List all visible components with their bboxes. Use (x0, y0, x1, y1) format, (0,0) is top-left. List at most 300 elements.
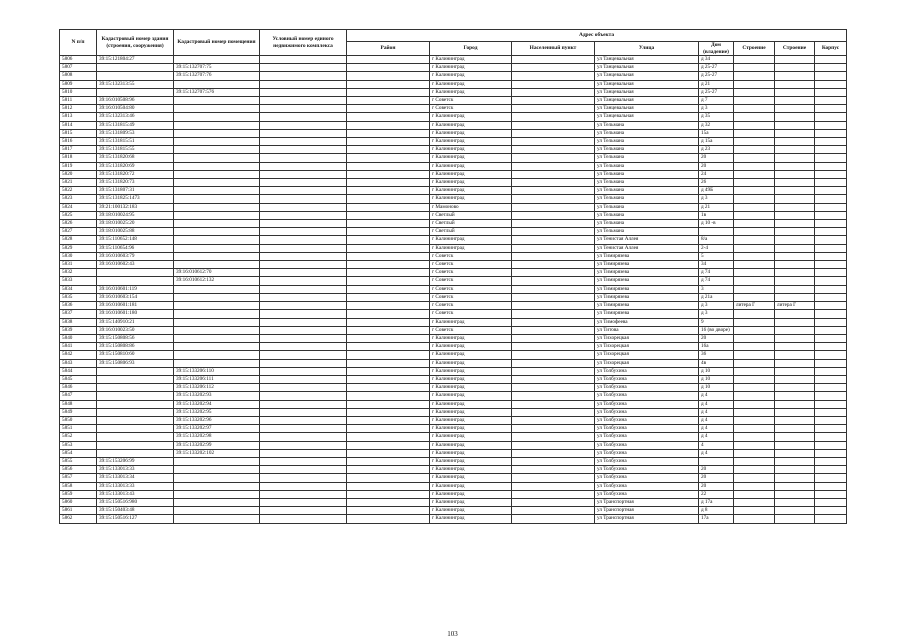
cell-dom: д 25-27 (699, 64, 734, 72)
cell-uniq (260, 490, 347, 498)
cell-ulica: ул Толбухина (595, 367, 699, 375)
cell-ulica: ул Толбухина (595, 441, 699, 449)
cell-sooruzhenie (775, 162, 815, 170)
cell-stroenie (734, 138, 775, 146)
cell-dom: д 10 (699, 384, 734, 392)
cell-stroenie (734, 121, 775, 129)
cell-np (512, 490, 595, 498)
cell-rayon (347, 457, 430, 465)
cell-num: 5836 (60, 302, 97, 310)
cell-np (512, 261, 595, 269)
cell-dom: д 4 (699, 433, 734, 441)
cell-rayon (347, 220, 430, 228)
cell-np (512, 285, 595, 293)
cell-dom: д 21 (699, 80, 734, 88)
cell-kad-building: 39:15:150808:86 (97, 343, 174, 351)
cell-korpus (815, 211, 847, 219)
cell-uniq (260, 203, 347, 211)
cell-korpus (815, 80, 847, 88)
cell-num: 5808 (60, 72, 97, 80)
cell-rayon (347, 416, 430, 424)
cell-uniq (260, 179, 347, 187)
cell-kad-room (174, 457, 260, 465)
cell-sooruzhenie (775, 384, 815, 392)
cell-korpus (815, 293, 847, 301)
cell-korpus (815, 97, 847, 105)
cell-np (512, 384, 595, 392)
cell-kad-building (97, 433, 174, 441)
page-number: 103 (447, 630, 458, 638)
cell-kad-room (174, 187, 260, 195)
cell-stroenie (734, 441, 775, 449)
cell-ulica: ул Тенистая Аллея (595, 244, 699, 252)
cell-rayon (347, 146, 430, 154)
cell-ulica: ул Толбухина (595, 425, 699, 433)
cell-sooruzhenie (775, 170, 815, 178)
cell-rayon (347, 129, 430, 137)
cell-rayon (347, 179, 430, 187)
cell-stroenie (734, 105, 775, 113)
cell-stroenie (734, 293, 775, 301)
cell-korpus (815, 474, 847, 482)
cell-kad-building (97, 408, 174, 416)
table-row (60, 64, 847, 72)
cell-ulica: ул Тенистая Аллея (595, 236, 699, 244)
cell-kad-room (174, 203, 260, 211)
cell-gorod: г Калининград (430, 400, 512, 408)
cell-rayon (347, 88, 430, 96)
cell-num: 5842 (60, 351, 97, 359)
cell-uniq (260, 507, 347, 515)
cell-gorod: г Советск (430, 97, 512, 105)
cell-gorod: г Калининград (430, 187, 512, 195)
cell-korpus (815, 302, 847, 310)
table-row (60, 236, 847, 244)
table-row (60, 425, 847, 433)
cell-korpus (815, 146, 847, 154)
table-row (60, 261, 847, 269)
cell-uniq (260, 392, 347, 400)
cell-uniq (260, 384, 347, 392)
cell-stroenie (734, 400, 775, 408)
cell-num: 5816 (60, 138, 97, 146)
table-row (60, 302, 847, 310)
cell-rayon (347, 236, 430, 244)
cell-uniq (260, 408, 347, 416)
cell-kad-room (174, 113, 260, 121)
cell-korpus (815, 367, 847, 375)
cell-num: 5832 (60, 269, 97, 277)
cell-dom: д 8 (699, 507, 734, 515)
cell-korpus (815, 195, 847, 203)
cell-stroenie (734, 285, 775, 293)
table-row (60, 318, 847, 326)
cell-ulica: ул Танцевальная (595, 72, 699, 80)
cell-np (512, 211, 595, 219)
cell-ulica: ул Тимирязева (595, 261, 699, 269)
cell-kad-room: 39:15:132707:75 (174, 64, 260, 72)
cell-korpus (815, 179, 847, 187)
cell-kad-room (174, 318, 260, 326)
cell-gorod: г Калининград (430, 318, 512, 326)
cell-ulica: ул Тельмана (595, 203, 699, 211)
cell-ulica: ул Тельмана (595, 187, 699, 195)
cell-kad-building: 39:15:131825:1473 (97, 195, 174, 203)
cell-kad-room: 39:15:133202:96 (174, 416, 260, 424)
cell-num: 5852 (60, 433, 97, 441)
cell-gorod: г Калининград (430, 179, 512, 187)
cell-rayon (347, 293, 430, 301)
cell-dom: д 49Б (699, 187, 734, 195)
table-row (60, 80, 847, 88)
cell-korpus (815, 244, 847, 252)
cell-kad-room (174, 252, 260, 260)
cell-uniq (260, 80, 347, 88)
cell-gorod: г Калининград (430, 146, 512, 154)
cell-kad-building: 39:16:010601:119 (97, 285, 174, 293)
cell-uniq (260, 334, 347, 342)
cell-stroenie (734, 244, 775, 252)
cell-kad-room (174, 162, 260, 170)
cell-uniq (260, 474, 347, 482)
cell-rayon (347, 285, 430, 293)
cell-gorod: г Советск (430, 252, 512, 260)
cell-kad-building: 39:15:150806:93 (97, 359, 174, 367)
cell-dom: 1в (699, 211, 734, 219)
cell-korpus (815, 72, 847, 80)
table-row (60, 334, 847, 342)
cell-uniq (260, 211, 347, 219)
cell-korpus (815, 261, 847, 269)
cell-gorod: г Советск (430, 293, 512, 301)
cell-dom: д 34 (699, 56, 734, 64)
table-row (60, 351, 847, 359)
cell-korpus (815, 129, 847, 137)
cell-stroenie (734, 228, 775, 236)
cell-num: 5837 (60, 310, 97, 318)
cell-uniq (260, 326, 347, 334)
cell-dom: 2-4 (699, 244, 734, 252)
cell-sooruzhenie (775, 228, 815, 236)
cell-uniq (260, 466, 347, 474)
cell-rayon (347, 474, 430, 482)
cell-kad-building (97, 425, 174, 433)
cell-sooruzhenie (775, 121, 815, 129)
cell-gorod: г Мамоново (430, 203, 512, 211)
cell-ulica: ул Тихорецкая (595, 359, 699, 367)
cell-rayon (347, 277, 430, 285)
table-row (60, 293, 847, 301)
cell-kad-building (97, 277, 174, 285)
cell-rayon (347, 113, 430, 121)
table-row (60, 72, 847, 80)
cell-dom: д 21а (699, 293, 734, 301)
cell-kad-building: 39:15:131820:73 (97, 179, 174, 187)
cell-ulica: ул Тельмана (595, 138, 699, 146)
cell-kad-room: 39:15:133202:94 (174, 400, 260, 408)
cell-sooruzhenie (775, 359, 815, 367)
cell-sooruzhenie: литера Г (775, 302, 815, 310)
cell-kad-room (174, 80, 260, 88)
cell-stroenie (734, 211, 775, 219)
cell-np (512, 179, 595, 187)
cell-dom: 8/а (699, 236, 734, 244)
cell-np (512, 498, 595, 506)
cell-num: 5823 (60, 195, 97, 203)
cell-kad-building: 39:16:010603:154 (97, 293, 174, 301)
cell-dom: д 4 (699, 416, 734, 424)
cell-np (512, 457, 595, 465)
cell-uniq (260, 302, 347, 310)
cell-kad-room: 39:15:133202:97 (174, 425, 260, 433)
cell-kad-building: 39:15:131807:31 (97, 187, 174, 195)
cell-np (512, 293, 595, 301)
cell-dom: д 23 (699, 146, 734, 154)
cell-gorod: г Советск (430, 326, 512, 334)
cell-kad-building: 39:15:131820:69 (97, 162, 174, 170)
cell-uniq (260, 515, 347, 523)
cell-np (512, 326, 595, 334)
cell-kad-room (174, 515, 260, 523)
cell-num: 5855 (60, 457, 97, 465)
cell-rayon (347, 449, 430, 457)
cell-rayon (347, 384, 430, 392)
cell-uniq (260, 441, 347, 449)
cell-sooruzhenie (775, 88, 815, 96)
table-row (60, 88, 847, 96)
cell-np (512, 433, 595, 441)
cell-kad-building (97, 416, 174, 424)
cell-sooruzhenie (775, 154, 815, 162)
cell-ulica: ул Тельмана (595, 162, 699, 170)
cell-kad-room (174, 310, 260, 318)
cell-sooruzhenie (775, 474, 815, 482)
cell-num: 5829 (60, 244, 97, 252)
cell-num: 5831 (60, 261, 97, 269)
cell-kad-building: 39:15:110654:96 (97, 244, 174, 252)
cell-stroenie (734, 318, 775, 326)
cell-korpus (815, 203, 847, 211)
cell-korpus (815, 408, 847, 416)
cell-stroenie (734, 269, 775, 277)
cell-dom: д 4 (699, 408, 734, 416)
cell-korpus (815, 154, 847, 162)
cell-kad-room: 39:15:133206:112 (174, 384, 260, 392)
cell-ulica: ул Тимирязева (595, 285, 699, 293)
cell-np (512, 302, 595, 310)
cell-gorod: г Калининград (430, 244, 512, 252)
cell-dom: д 4 (699, 400, 734, 408)
cell-num: 5862 (60, 515, 97, 523)
cell-rayon (347, 334, 430, 342)
cell-num: 5839 (60, 326, 97, 334)
cell-num: 5853 (60, 441, 97, 449)
cell-ulica: ул Тихорецкая (595, 351, 699, 359)
cell-np (512, 252, 595, 260)
cell-rayon (347, 310, 430, 318)
cell-num: 5807 (60, 64, 97, 72)
cell-dom: д 74 (699, 277, 734, 285)
cell-gorod: г Калининград (430, 88, 512, 96)
cell-ulica: ул Тельмана (595, 121, 699, 129)
cell-kad-building: 39:16:010601:180 (97, 310, 174, 318)
cell-num: 5850 (60, 416, 97, 424)
cell-uniq (260, 187, 347, 195)
cell-kad-room (174, 236, 260, 244)
cell-np (512, 449, 595, 457)
cell-sooruzhenie (775, 392, 815, 400)
cell-num: 5854 (60, 449, 97, 457)
cell-kad-room (174, 466, 260, 474)
cell-kad-building: 39:16:010601:181 (97, 302, 174, 310)
cell-np (512, 334, 595, 342)
cell-kad-room: 39:15:133202:102 (174, 449, 260, 457)
cell-rayon (347, 80, 430, 88)
header-address: Адрес объекта (347, 30, 847, 42)
cell-korpus (815, 310, 847, 318)
cell-np (512, 113, 595, 121)
cell-stroenie (734, 146, 775, 154)
cell-kad-room (174, 351, 260, 359)
cell-korpus (815, 277, 847, 285)
cell-stroenie (734, 277, 775, 285)
cell-kad-room: 39:15:132707:576 (174, 88, 260, 96)
cell-kad-room (174, 170, 260, 178)
cell-np (512, 318, 595, 326)
cell-ulica: ул Толбухина (595, 466, 699, 474)
cell-dom (699, 457, 734, 465)
cell-dom: 16 (во дворе) (699, 326, 734, 334)
cell-kad-building (97, 392, 174, 400)
cell-np (512, 88, 595, 96)
cell-gorod: г Калининград (430, 121, 512, 129)
cell-gorod: г Советск (430, 105, 512, 113)
table-row (60, 482, 847, 490)
cell-korpus (815, 326, 847, 334)
cell-stroenie (734, 392, 775, 400)
cell-korpus (815, 162, 847, 170)
cell-stroenie (734, 408, 775, 416)
cell-dom: д 15а (699, 138, 734, 146)
cell-num: 5841 (60, 343, 97, 351)
cell-stroenie (734, 195, 775, 203)
cell-ulica: ул Танцевальная (595, 56, 699, 64)
cell-num: 5856 (60, 466, 97, 474)
cell-kad-building (97, 367, 174, 375)
cell-dom: 20 (699, 466, 734, 474)
cell-ulica: ул Толбухина (595, 474, 699, 482)
table-row (60, 121, 847, 129)
cell-dom: д 4 (699, 449, 734, 457)
cell-kad-building: 39:15:131809:53 (97, 129, 174, 137)
cell-np (512, 507, 595, 515)
cell-sooruzhenie (775, 261, 815, 269)
cell-num: 5849 (60, 408, 97, 416)
cell-kad-building (97, 375, 174, 383)
cell-uniq (260, 343, 347, 351)
cell-sooruzhenie (775, 351, 815, 359)
table-row (60, 220, 847, 228)
cell-stroenie (734, 187, 775, 195)
cell-gorod: г Калининград (430, 129, 512, 137)
cell-gorod: г Калининград (430, 433, 512, 441)
table-row (60, 203, 847, 211)
cell-dom: д 32 (699, 121, 734, 129)
cell-stroenie (734, 170, 775, 178)
table-row (60, 113, 847, 121)
cell-kad-room (174, 105, 260, 113)
cell-kad-room: 39:16:010612:70 (174, 269, 260, 277)
cell-np (512, 195, 595, 203)
cell-num: 5844 (60, 367, 97, 375)
cell-ulica: ул Тельмана (595, 170, 699, 178)
cell-stroenie (734, 334, 775, 342)
cell-sooruzhenie (775, 277, 815, 285)
cell-kad-building: 39:16:010508:96 (97, 97, 174, 105)
cell-kad-room (174, 285, 260, 293)
cell-sooruzhenie (775, 195, 815, 203)
cell-rayon (347, 515, 430, 523)
cell-num: 5828 (60, 236, 97, 244)
cell-ulica: ул Толбухина (595, 400, 699, 408)
cell-sooruzhenie (775, 244, 815, 252)
cell-kad-building: 39:15:150808:56 (97, 334, 174, 342)
cell-ulica: ул Тимирязева (595, 302, 699, 310)
cell-korpus (815, 236, 847, 244)
table-row (60, 474, 847, 482)
cell-uniq (260, 220, 347, 228)
cell-rayon (347, 269, 430, 277)
table-row (60, 490, 847, 498)
cell-sooruzhenie (775, 236, 815, 244)
cell-ulica: ул Толбухина (595, 408, 699, 416)
cell-uniq (260, 121, 347, 129)
cell-korpus (815, 359, 847, 367)
cell-kad-room (174, 179, 260, 187)
cell-korpus (815, 441, 847, 449)
cell-num: 5819 (60, 162, 97, 170)
cell-rayon (347, 211, 430, 219)
cell-dom: д 35 (699, 113, 734, 121)
cell-korpus (815, 400, 847, 408)
cell-korpus (815, 457, 847, 465)
cell-ulica: ул Танцевальная (595, 105, 699, 113)
cell-sooruzhenie (775, 457, 815, 465)
cell-stroenie (734, 129, 775, 137)
cell-kad-building (97, 441, 174, 449)
cell-gorod: г Калининград (430, 498, 512, 506)
cell-gorod: г Калининград (430, 162, 512, 170)
cell-kad-building: 39:18:010024:95 (97, 211, 174, 219)
cell-gorod: г Калининград (430, 408, 512, 416)
cell-korpus (815, 392, 847, 400)
cell-sooruzhenie (775, 482, 815, 490)
cell-kad-room (174, 121, 260, 129)
cell-dom: д 7 (699, 97, 734, 105)
cell-gorod: г Калининград (430, 195, 512, 203)
cell-np (512, 146, 595, 154)
header-np: Населенный пункт (512, 42, 595, 56)
cell-ulica: ул Толбухина (595, 449, 699, 457)
cell-num: 5814 (60, 121, 97, 129)
cell-sooruzhenie (775, 515, 815, 523)
cell-stroenie (734, 359, 775, 367)
cell-dom: д 74 (699, 269, 734, 277)
cell-uniq (260, 433, 347, 441)
cell-stroenie (734, 80, 775, 88)
cell-stroenie (734, 97, 775, 105)
cell-dom: 36 (699, 351, 734, 359)
